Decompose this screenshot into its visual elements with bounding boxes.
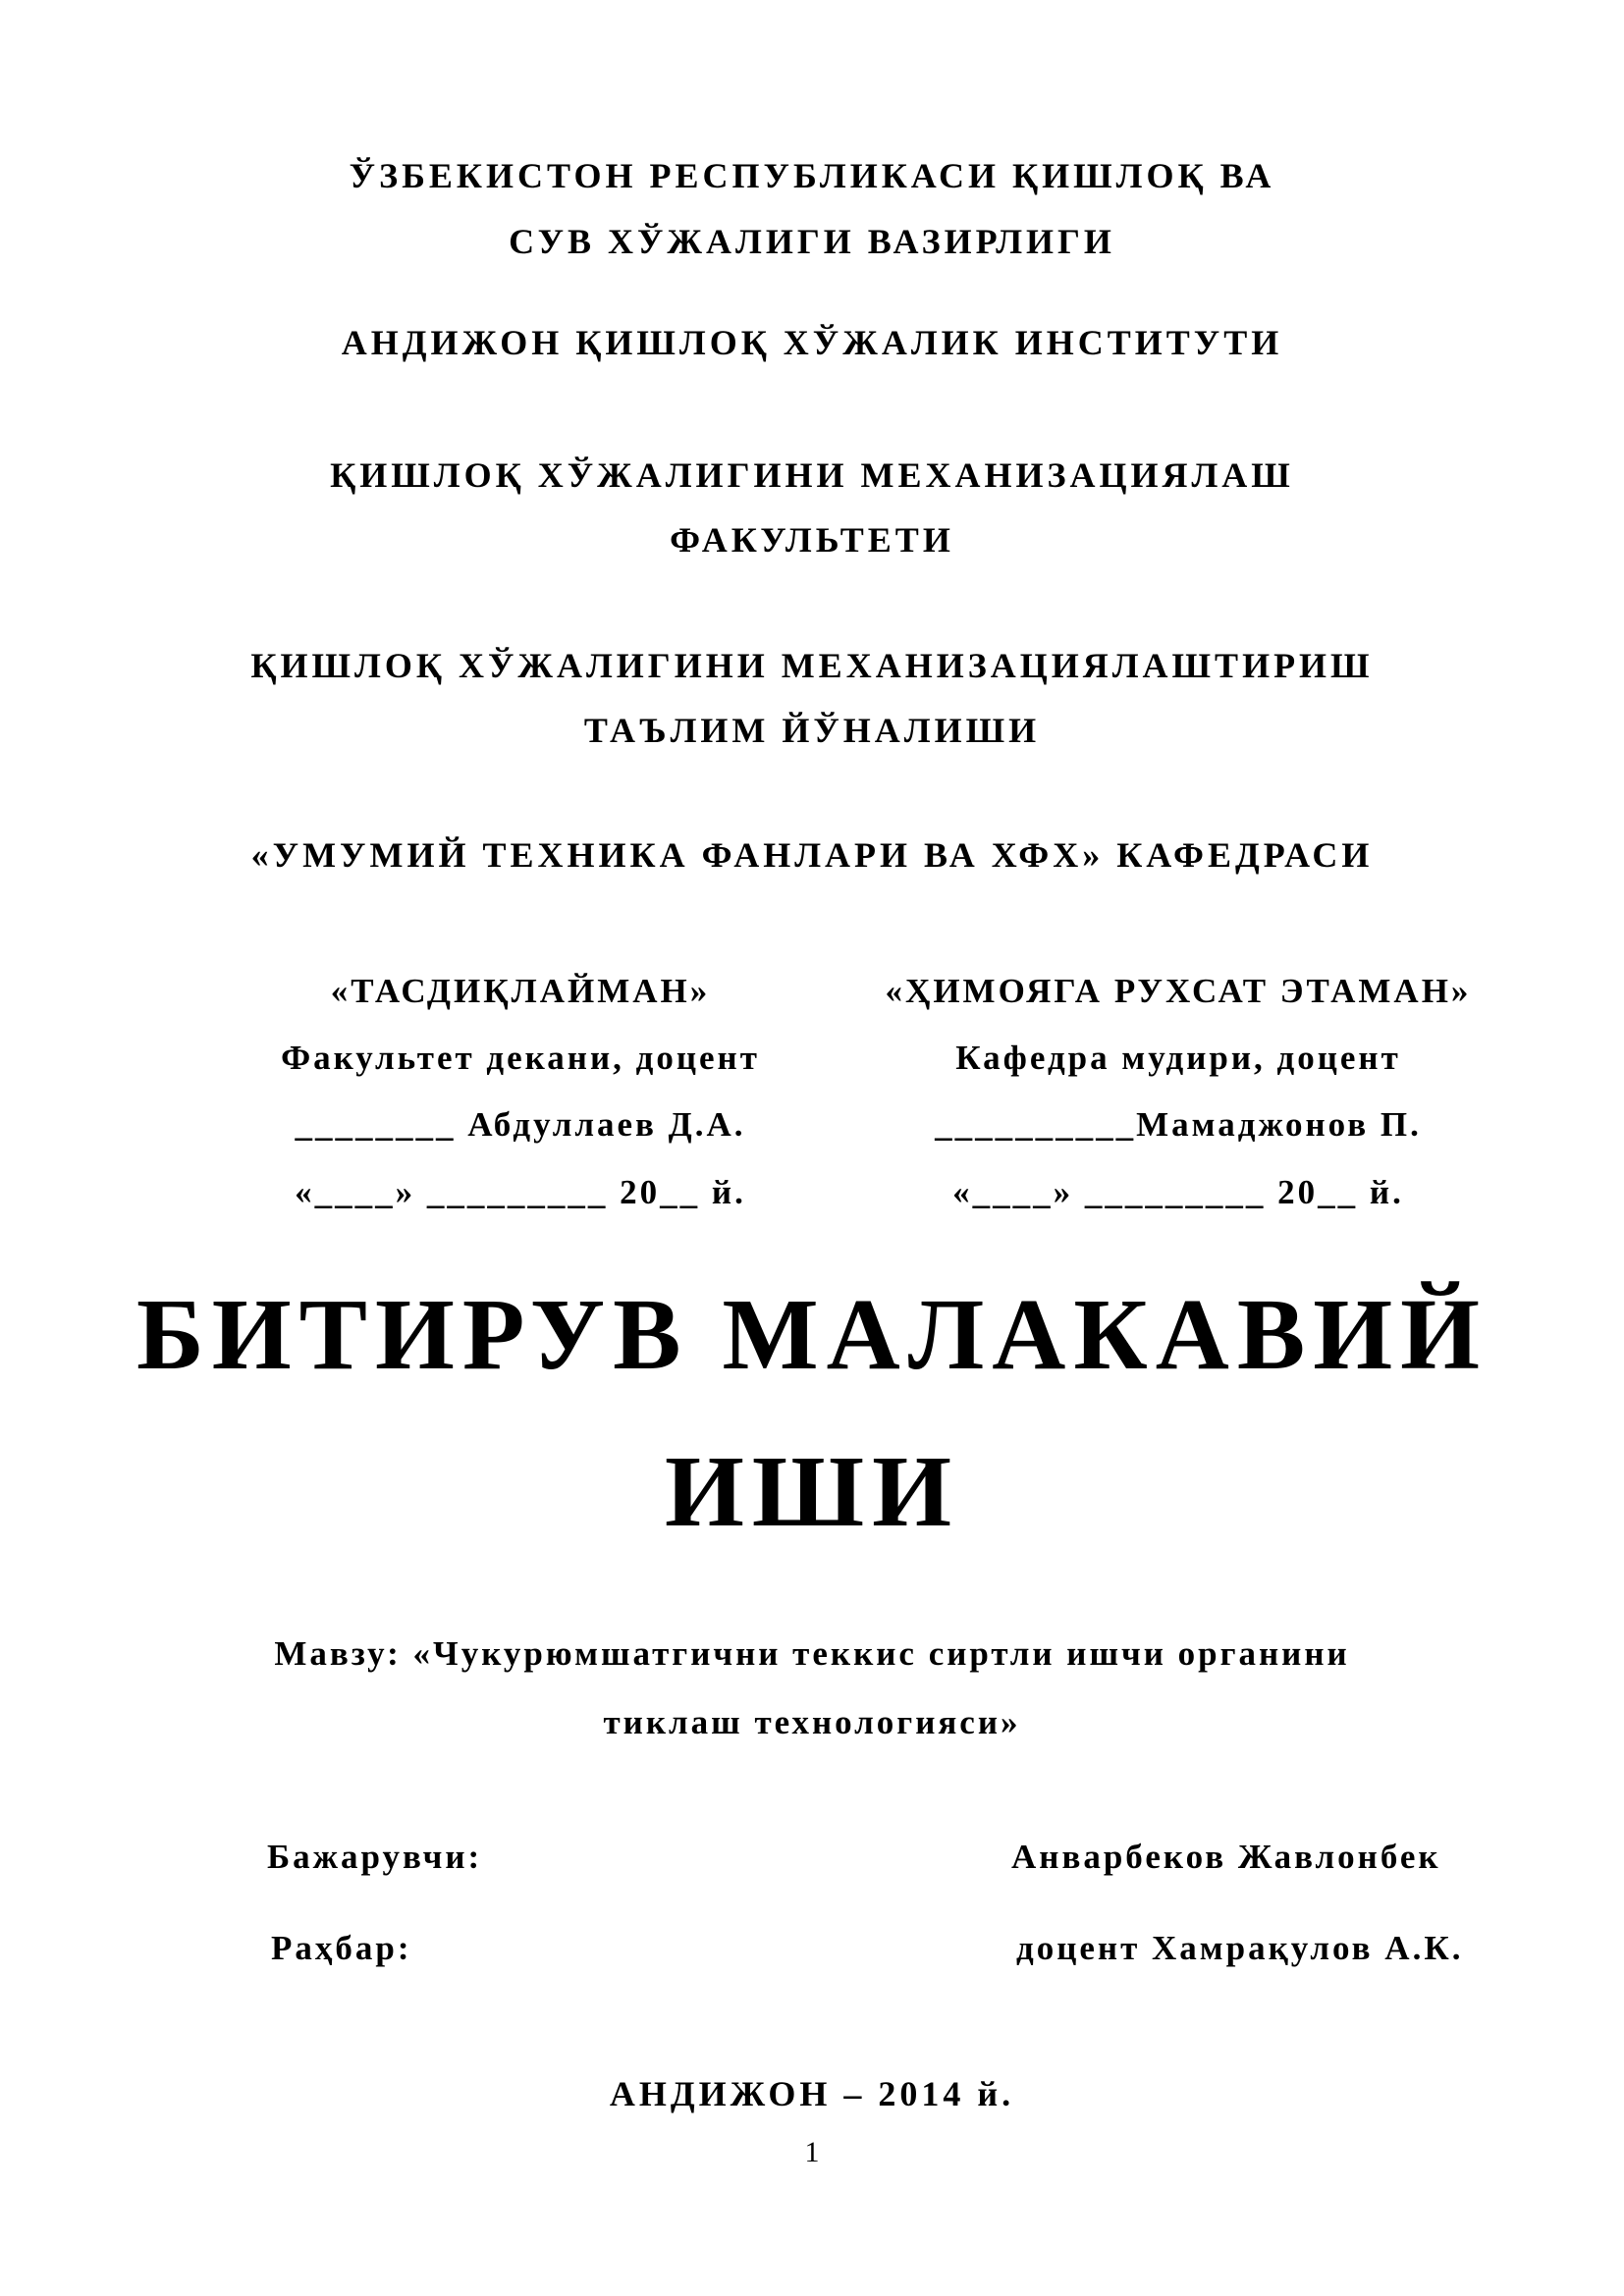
- performer-name: Анварбеков Жавлонбек: [1011, 1838, 1441, 1876]
- approve-left-title: «ТАСДИҚЛАЙМАН»: [330, 972, 711, 1010]
- ministry-line-2: СУВ ХЎЖАЛИГИ ВАЗИРЛИГИ: [509, 222, 1115, 261]
- work-title-line-1: БИТИРУВ МАЛАКАВИЙ: [135, 1278, 1489, 1391]
- institute-name: АНДИЖОН ҚИШЛОҚ ХЎЖАЛИК ИНСТИТУТИ: [341, 323, 1283, 362]
- approve-left-position: Факультет декани, доцент: [281, 1039, 760, 1077]
- faculty-line-2: ФАКУЛЬТЕТИ: [670, 520, 954, 560]
- approve-right-signature: __________Мамаджонов П.: [935, 1105, 1422, 1144]
- department-name: «УМУМИЙ ТЕХНИКА ФАНЛАРИ ВА ХФХ» КАФЕДРАСИ: [250, 835, 1374, 875]
- approve-left-signature: ________ Абдуллаев Д.А.: [295, 1105, 746, 1144]
- approve-right-date: «____» _________ 20__ й.: [952, 1173, 1404, 1211]
- performer-label: Бажарувчи:: [267, 1838, 483, 1876]
- direction-line-1: ҚИШЛОҚ ХЎЖАЛИГИНИ МЕХАНИЗАЦИЯЛАШТИРИШ: [250, 646, 1374, 685]
- approve-right-position: Кафедра мудири, доцент: [955, 1039, 1401, 1077]
- work-title-line-2: ИШИ: [665, 1435, 959, 1548]
- topic-line-1: Мавзу: «Чукурюмшатгични теккис сиртли ишчи органини: [274, 1634, 1350, 1673]
- ministry-line-1: ЎЗБЕКИСТОН РЕСПУБЛИКАСИ ҚИШЛОҚ ВА: [349, 156, 1275, 195]
- faculty-line-1: ҚИШЛОҚ ХЎЖАЛИГИНИ МЕХАНИЗАЦИЯЛАШ: [330, 455, 1294, 495]
- direction-line-2: ТАЪЛИМ ЙЎНАЛИШИ: [583, 711, 1041, 750]
- supervisor-name: доцент Хамрақулов А.К.: [1016, 1929, 1464, 1967]
- topic-line-2: тиклаш технологияси»: [603, 1703, 1021, 1741]
- approve-left-date: «____» _________ 20__ й.: [295, 1173, 746, 1211]
- page-number: 1: [804, 2136, 820, 2168]
- city-year: АНДИЖОН – 2014 й.: [609, 2074, 1015, 2113]
- supervisor-label: Раҳбар:: [271, 1929, 412, 1967]
- approve-right-title: «ҲИМОЯГА РУХСАТ ЭТАМАН»: [885, 972, 1472, 1010]
